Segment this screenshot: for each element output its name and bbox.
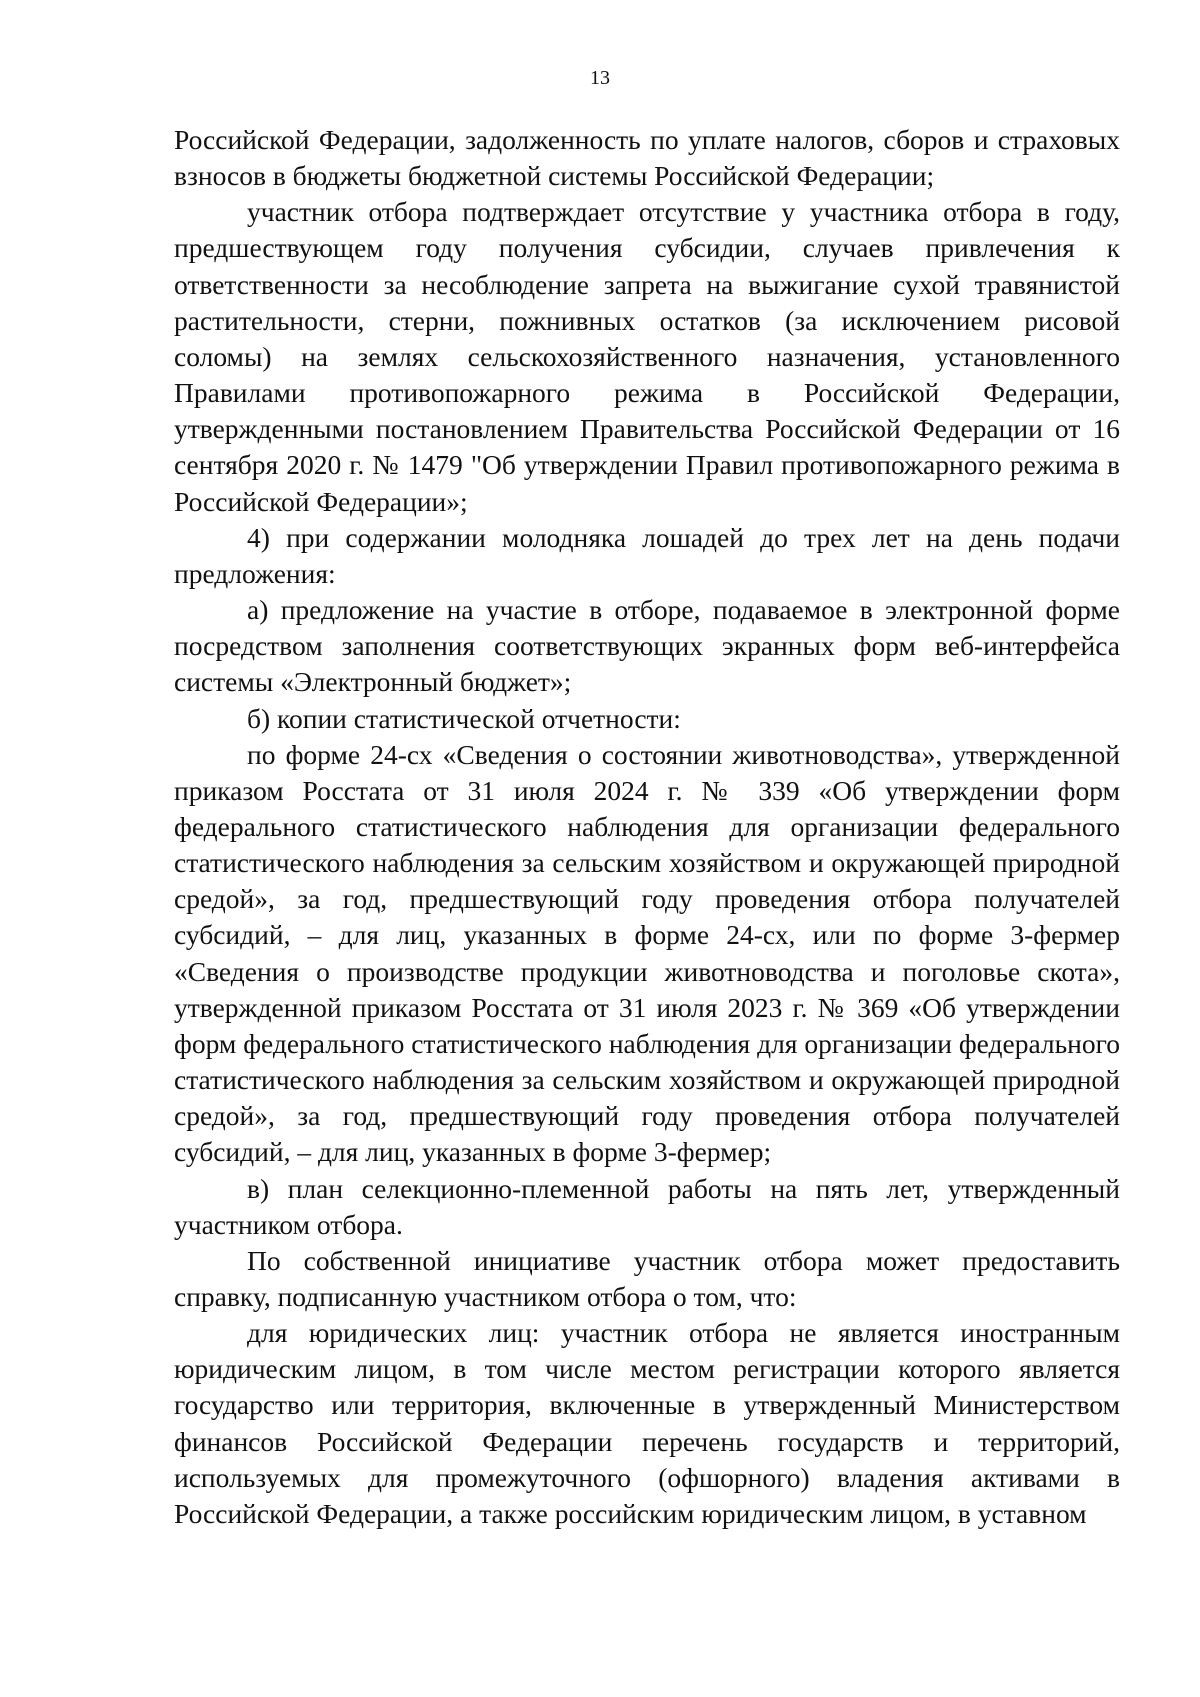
paragraph-fire-safety: участник отбора подтверждает отсутствие у участника отбора в году, предшествующем году получения субсидии, случаев привлечения к ответственности за несоблюдение запрета на выжигание сухой травянистой растительности, стерни, пожнивных остатков (за исключением рисовой соломы) на землях сельскохозяйственного назначения, установленного Правилами противопожарного режима в Российской Федерации, утвержденными постановлением Правительства Российской Федерации от 16 сентября 2020 г. № 1479 "Об утверждении Правил противопожарного режима в Российской Федерации»; [174,196,1120,517]
paragraph-legal-entities: для юридических лиц: участник отбора не является иностранным юридическим лицом, в том числе местом регистрации которого является государство или территория, включенные в утвержденный Министерством финансов Российской Федерации перечень государств и территорий, используемых для промежуточного (офшорного) владения активами в Российской Федерации, а также российским юридическим лицом, в уставном [174,1317,1120,1529]
paragraph-item-b: б) копии статистической отчетности: [247,702,681,734]
paragraph-item-a: а) предложение на участие в отборе, подаваемое в электронной форме посредством заполнения соответствующих экранных форм веб-интерфейса системы «Электронный бюджет»; [174,594,1120,698]
paragraph-continuation: Российской Федерации, задолженность по уплате налогов, сборов и страховых взносов в бюджеты бюджетной системы Российской Федерации; [174,124,1120,192]
document-body [174,122,1120,1532]
paragraph-forms: по форме 24-сх «Сведения о состоянии животноводства», утвержденной приказом Росстата от 31 июля 2024 г. № 339 «Об утверждении форм федерального статистического наблюдения для организации федерального статистического наблюдения за сельским хозяйством и окружающей природной средой», за год, предшествующий году проведения отбора получателей субсидий, – для лиц, указанных в форме 24-сх, или по форме 3-фермер «Сведения о производстве продукции животноводства и поголовье скота», утвержденной приказом Росстата от 31 июля 2023 г. № 369 «Об утверждении форм федерального статистического наблюдения для организации федерального статистического наблюдения за сельским хозяйством и окружающей природной средой», за год, предшествующий году проведения отбора получателей субсидий, – для лиц, указанных в форме 3-фермер; [174,738,1120,1168]
paragraph-initiative: По собственной инициативе участник отбора может предоставить справку, подписанную участником отбора о том, что: [174,1244,1120,1312]
paragraph-item-4: 4) при содержании молодняка лошадей до трех лет на день подачи предложения: [174,521,1120,589]
paragraph-item-v: в) план селекционно-племенной работы на пять лет, утвержденный участником отбора. [174,1172,1120,1240]
page-number: 13 [590,67,610,89]
